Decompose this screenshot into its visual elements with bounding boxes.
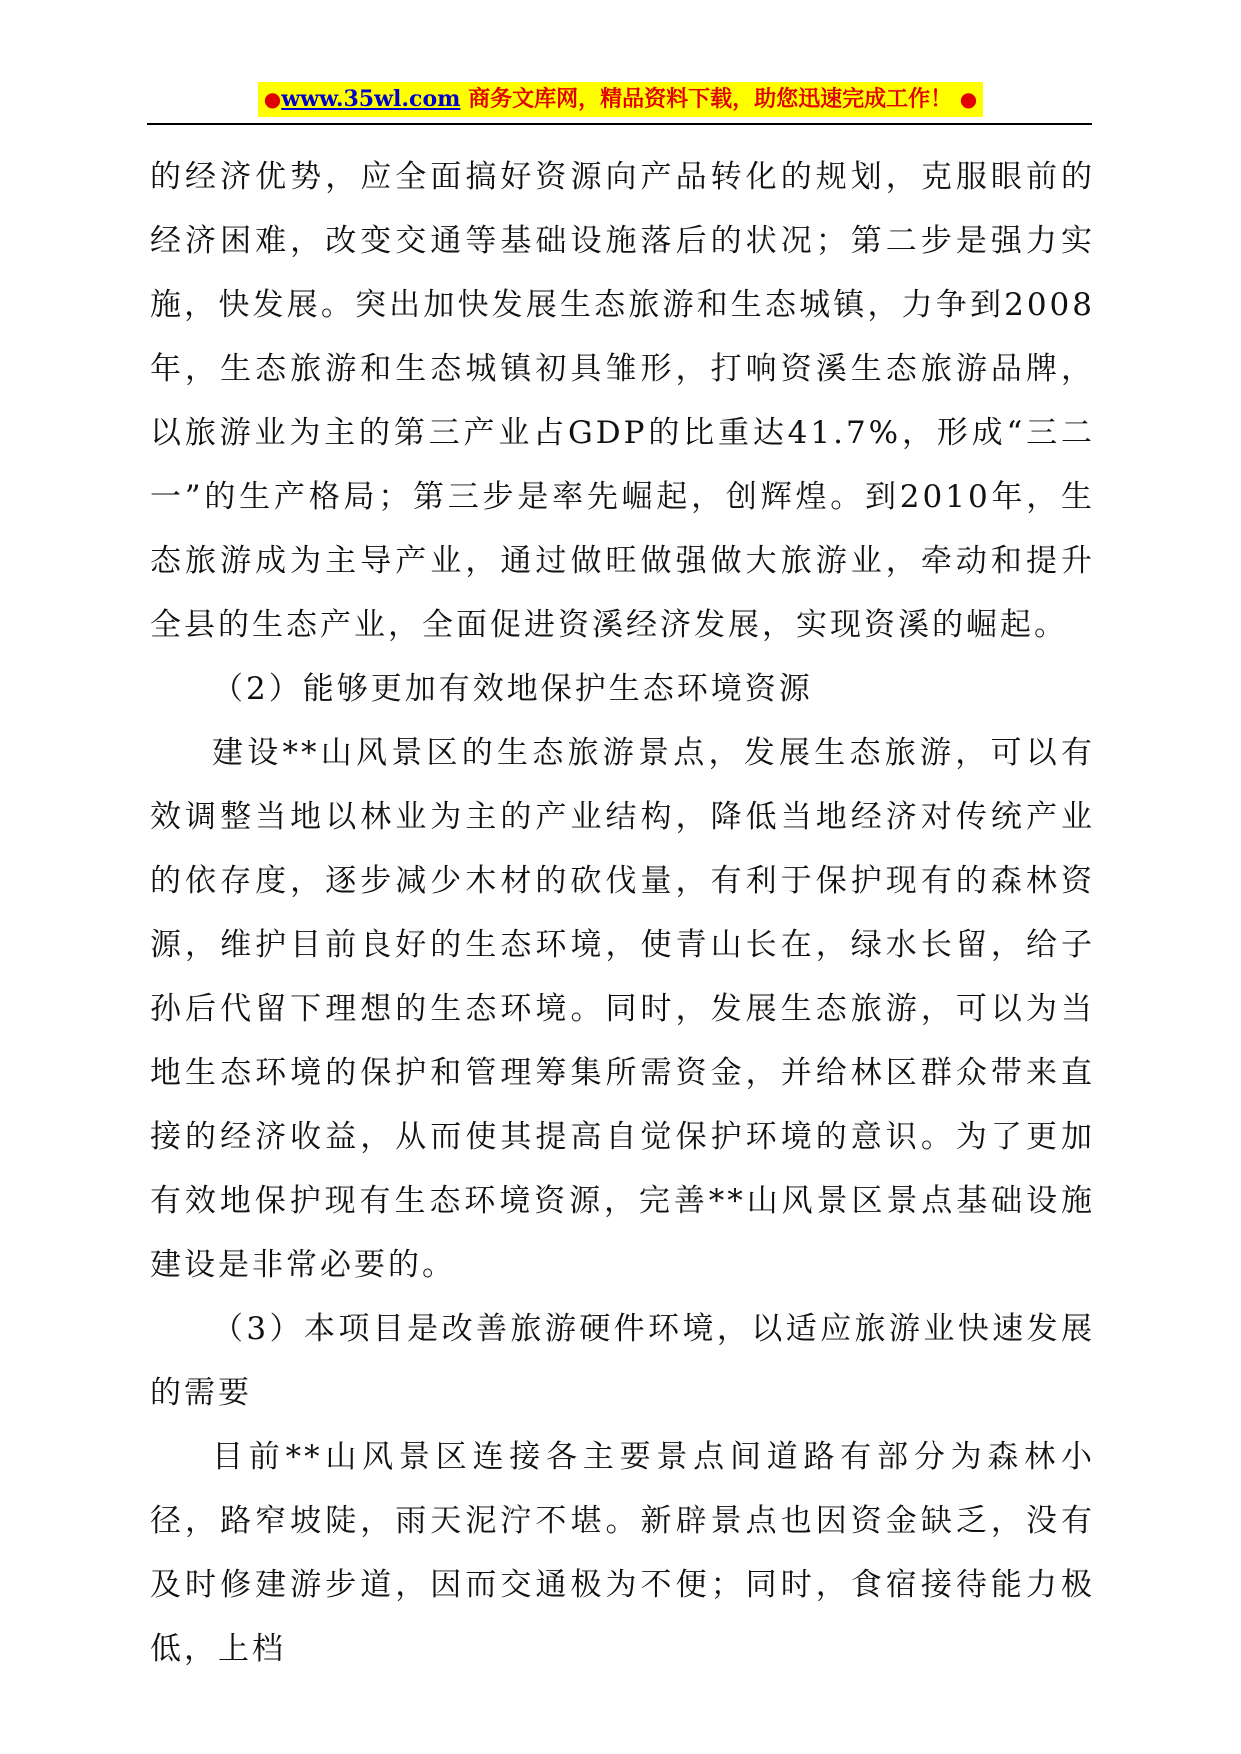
bullet-dot-icon: ● <box>959 87 978 111</box>
bullet-dot-icon: ● <box>263 87 282 111</box>
document-body <box>150 145 1095 1681</box>
body-paragraph: 建设**山风景区的生态旅游景点，发展生态旅游，可以有效调整当地以林业为主的产业结构，降低当地经济对传统产业的依存度，逐步减少木材的砍伐量，有利于保护现有的森林资源，维护目前良好的生态环境，使青山长在，绿水长留，给子孙后代留下理想的生态环境。同时，发展生态旅游，可以为当地生态环境的保护和管理筹集所需资金，并给林区群众带来直接的经济收益，从而使其提高自觉保护环境的意识。为了更加有效地保护现有生态环境资源，完善**山风景区景点基础设施建设是非常必要的。 <box>150 735 1095 1283</box>
section-heading: （3）本项目是改善旅游硬件环境，以适应旅游业快速发展的需要 <box>150 1311 1095 1411</box>
body-paragraph: 目前**山风景区连接各主要景点间道路有部分为森林小径，路窄坡陡，雨天泥泞不堪。新辟景点也因资金缺乏，没有及时修建游步道，因而交通极为不便；同时，食宿接待能力极低，上档 <box>150 1439 1095 1667</box>
body-paragraph: 的经济优势，应全面搞好资源向产品转化的规划，克服眼前的经济困难，改变交通等基础设施落后的状况；第二步是强力实施，快发展。突出加快发展生态旅游和生态城镇，力争到2008年，生态旅游和生态城镇初具雏形，打响资溪生态旅游品牌，以旅游业为主的第三产业占GDP的比重达41.7%，形成“三二一”的生产格局；第三步是率先崛起，创辉煌。到2010年，生态旅游成为主导产业，通过做旺做强做大旅游业，牵动和提升全县的生态产业，全面促进资溪经济发展，实现资溪的崛起。 <box>150 159 1095 643</box>
header-banner <box>258 82 983 117</box>
header-rule <box>147 123 1092 125</box>
site-link[interactable]: www.35wl.com <box>281 86 461 112</box>
section-heading: （2）能够更加有效地保护生态环境资源 <box>212 671 813 707</box>
page-header <box>0 82 1241 117</box>
site-tagline: 商务文库网，精品资料下载，助您迅速完成工作！ <box>468 86 953 112</box>
